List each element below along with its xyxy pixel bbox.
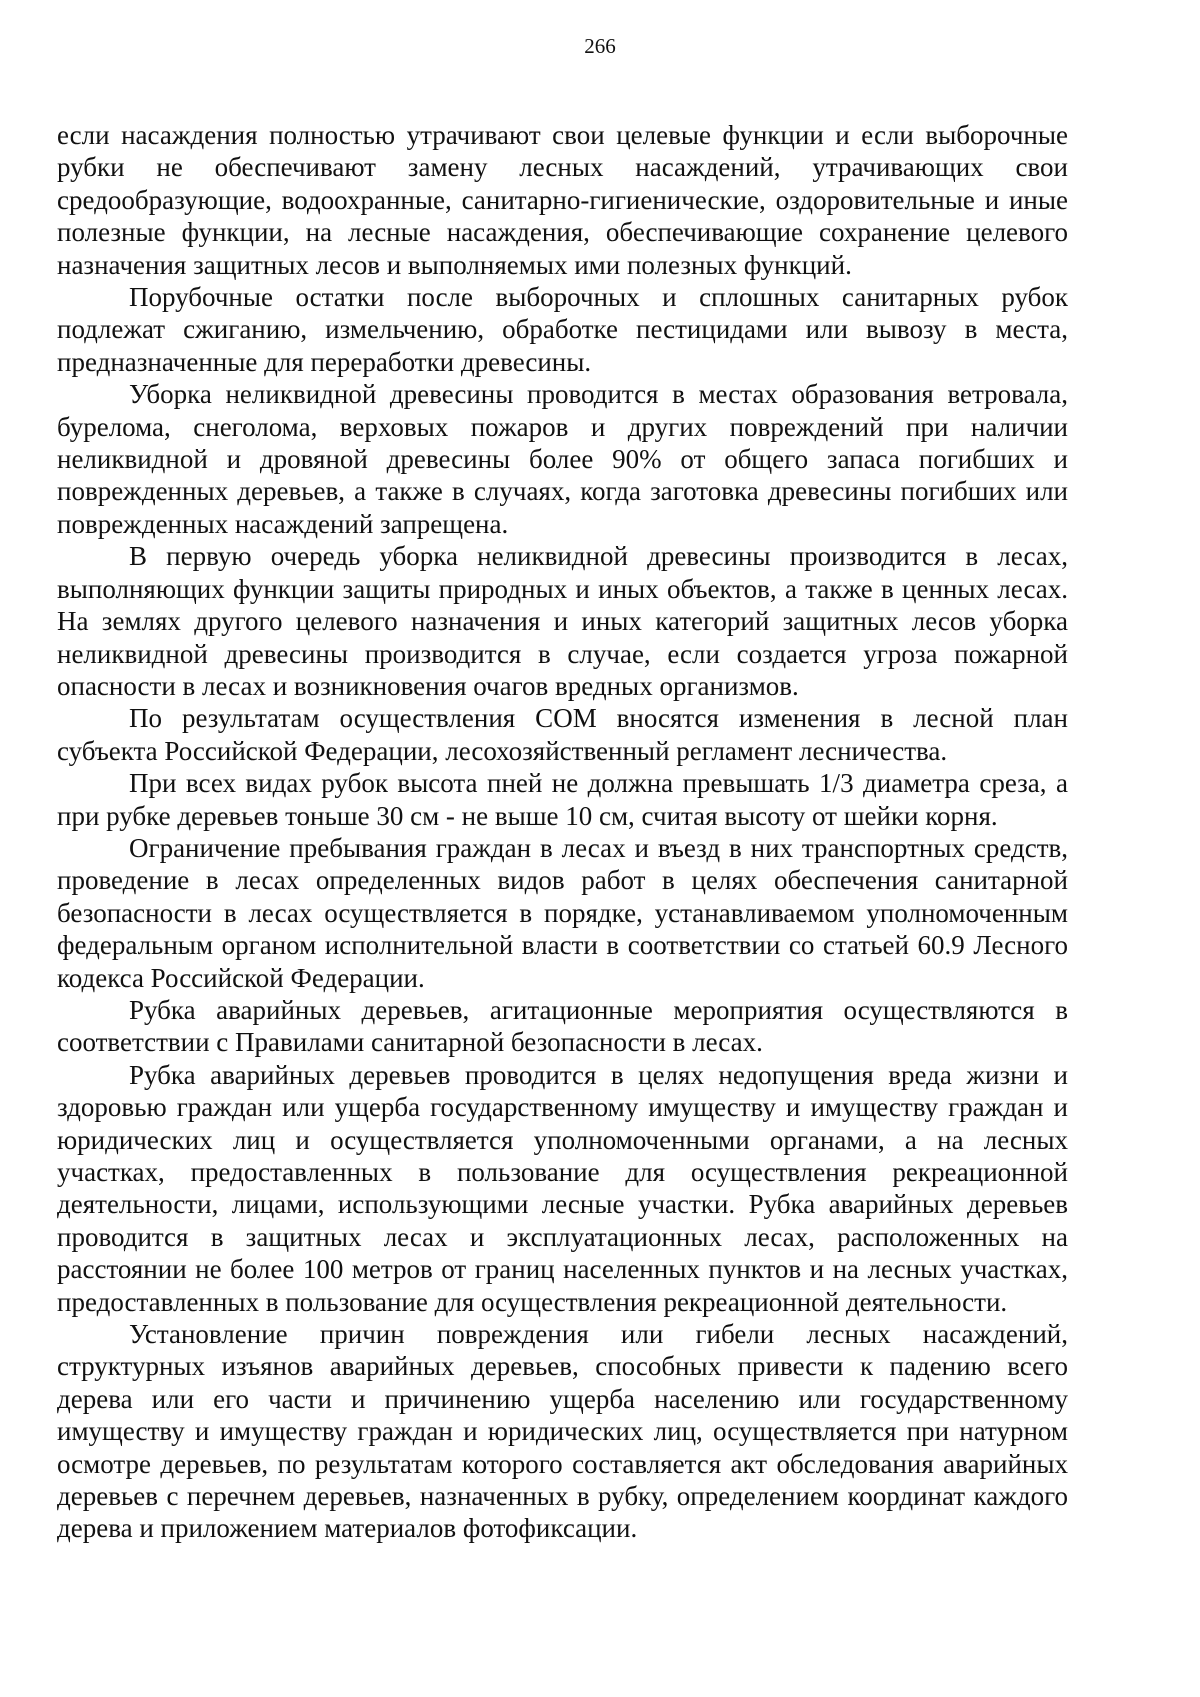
paragraph-stump-height: При всех видах рубок высота пней не должна превышать 1/3 диаметра среза, а при рубке деревьев тоньше 30 см - не выше 10 см, считая высоту от шейки корня. bbox=[57, 768, 1068, 831]
paragraph-damage-causes: Установление причин повреждения или гибели лесных насаждений, структурных изъянов аварийных деревьев, способных привести к падению всего дерева или его части и причинению ущерба населению или государственному имуществу и имуществу граждан и юридических лиц, осуществляется при натурном осмотре деревьев, по результатам которого составляется акт обследования аварийных деревьев с перечнем деревьев, назначенных в рубку, определением координат каждого дерева и приложением материалов фотофиксации. bbox=[57, 1319, 1068, 1544]
document-body bbox=[57, 119, 1068, 1545]
paragraph-hazard-tree-felling-purpose: Рубка аварийных деревьев проводится в целях недопущения вреда жизни и здоровью граждан или ущерба государственному имуществу и имуществу граждан и юридических лиц и осуществляется уполномоченными органами, а на лесных участках, предоставленных в пользование для осуществления рекреационной деятельности, лицами, использующими лесные участки. Рубка аварийных деревьев проводится в защитных лесах и эксплуатационных лесах, расположенных на расстоянии не более 100 метров от границ населенных пунктов и на лесных участках, предоставленных в пользование для осуществления рекреационной деятельности. bbox=[57, 1059, 1068, 1317]
paragraph-hazard-tree-felling-rules: Рубка аварийных деревьев, агитационные мероприятия осуществляются в соответствии с Правилами санитарной безопасности в лесах. bbox=[57, 994, 1068, 1058]
paragraph-logging-residues: Порубочные остатки после выборочных и сплошных санитарных рубок подлежат сжиганию, измельчению, обработке пестицидами или вывозу в места, предназначенные для переработки древесины. bbox=[57, 282, 1068, 377]
paragraph-priority-cleanup: В первую очередь уборка неликвидной древесины производится в лесах, выполняющих функции защиты природных и иных объектов, а также в ценных лесах. На землях другого целевого назначения и иных категорий защитных лесов уборка неликвидной древесины производится в случае, если создается угроза пожарной опасности в лесах и возникновения очагов вредных организмов. bbox=[57, 541, 1068, 701]
paragraph-access-restriction: Ограничение пребывания граждан в лесах и въезд в них транспортных средств, проведение в лесах определенных видов работ в целях обеспечения санитарной безопасности в лесах осуществляется в порядке, устанавливаемом уполномоченным федеральным органом исполнительной власти в соответствии со статьей 60.9 Лесного кодекса Российской Федерации. bbox=[57, 832, 1068, 993]
paragraph-forest-plan-changes: По результатам осуществления СОМ вносятся изменения в лесной план субъекта Российской Федерации, лесохозяйственный регламент лесничества. bbox=[57, 703, 1068, 766]
page-number: 266 bbox=[584, 34, 616, 58]
paragraph-continuation: если насаждения полностью утрачивают свои целевые функции и если выборочные рубки не обеспечивают замену лесных насаждений, утрачивающих свои средообразующие, водоохранные, санитарно-гигиенические, оздоровительные и иные полезные функции, на лесные насаждения, обеспечивающие сохранение целевого назначения защитных лесов и выполняемых ими полезных функций. bbox=[57, 120, 1068, 280]
paragraph-illiquid-wood-cleanup: Уборка неликвидной древесины проводится в местах образования ветровала, бурелома, снеголома, верховых пожаров и других повреждений при наличии неликвидной и дровяной древесины более 90% от общего запаса погибших и поврежденных деревьев, а также в случаях, когда заготовка древесины погибших или поврежденных насаждений запрещена. bbox=[57, 379, 1068, 539]
